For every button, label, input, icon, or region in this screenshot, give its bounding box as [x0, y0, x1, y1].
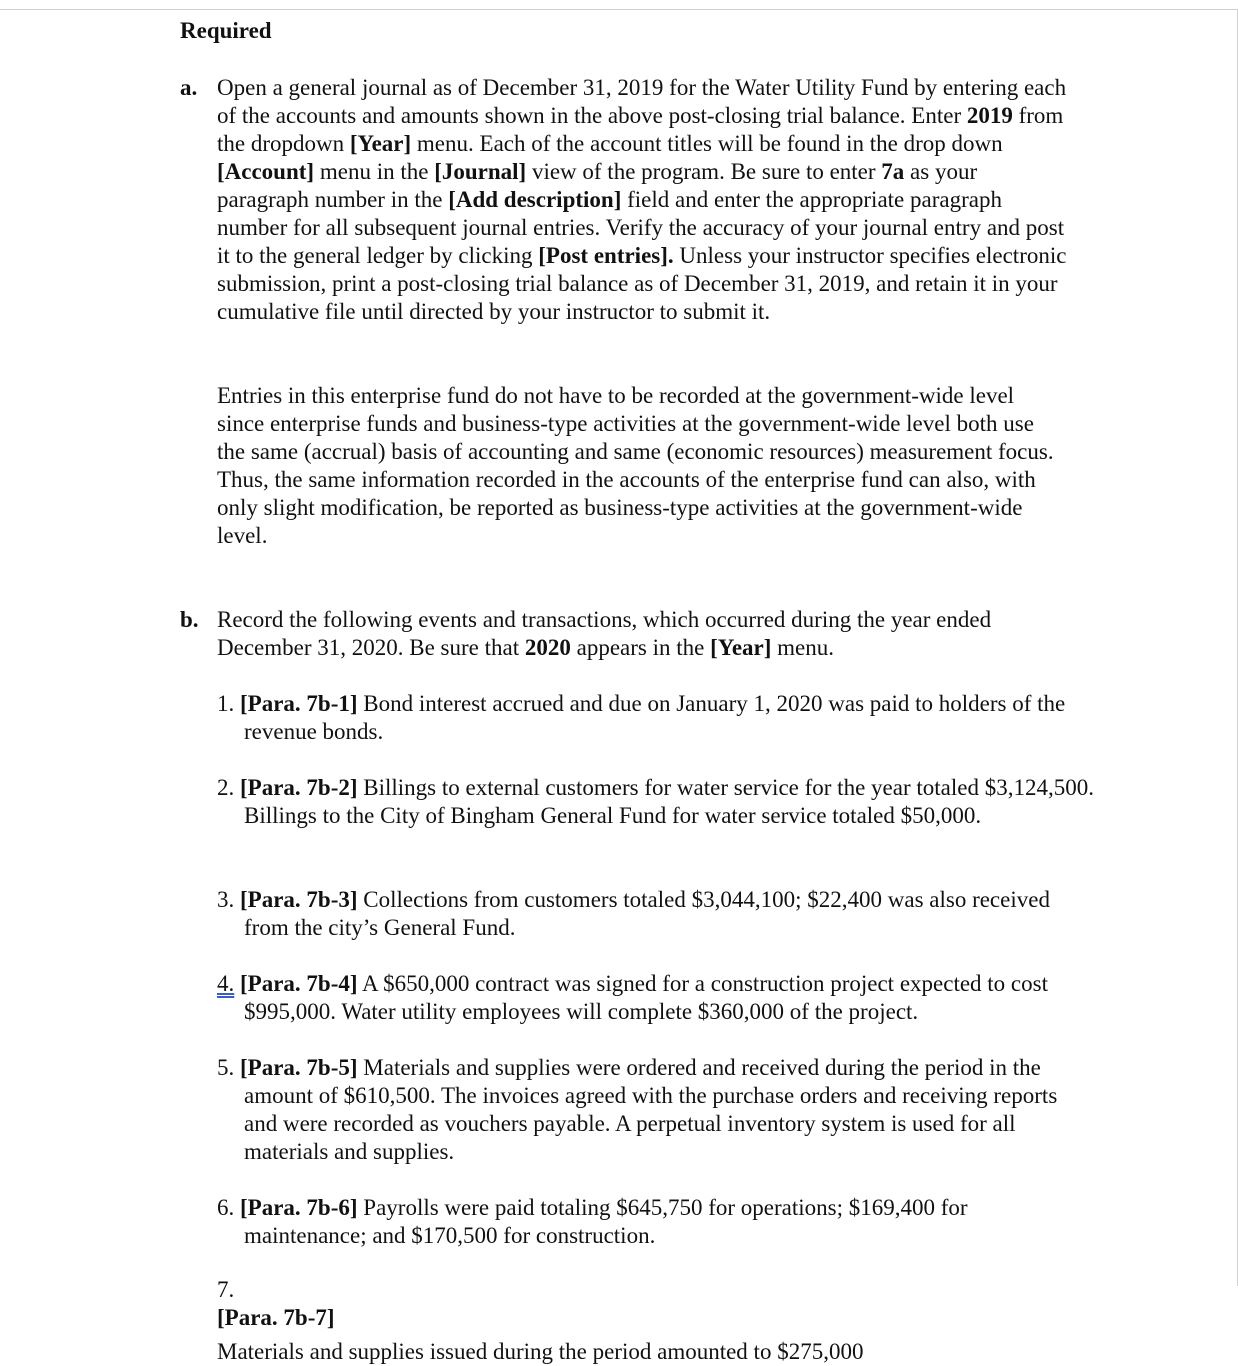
page-heading: Required: [180, 18, 272, 43]
transaction-item-6: 6. [Para. 7b-6] Payrolls were paid totaling $645,750 for operations; $169,400 for maintenance; and $170,500 for construction.: [217, 1195, 968, 1248]
transaction-item-7-cut-off: 7. [Para. 7b-7] Materials and supplies issued during the period amounted to $275,000: [217, 1277, 864, 1364]
transaction-item-5: 5. [Para. 7b-5] Materials and supplies were ordered and received during the period in the amount of $610,500. The invoices agreed with the purchase orders and receiving reports and were recorded as vouchers payable. A perpetual inventory system is used for all materials and supplies.: [217, 1055, 1058, 1164]
transaction-item-1: 1. [Para. 7b-1] Bond interest accrued and due on January 1, 2020 was paid to holders of the revenue bonds.: [217, 691, 1066, 744]
transaction-item-2: 2. [Para. 7b-2] Billings to external customers for water service for the year totaled $3,124,500. Billings to the City of Bingham General Fund for water service totaled $50,000.: [217, 775, 1094, 828]
section-b-letter: b.: [180, 607, 199, 632]
transaction-item-4: 4. [Para. 7b-4] A $650,000 contract was signed for a construction project expected to cost $995,000. Water utility employees will complete $360,000 of the project.: [217, 971, 1048, 1024]
section-a-paragraph-2: Entries in this enterprise fund do not have to be recorded at the government-wide level since enterprise funds and business-type activities at the government-wide level both use the same (accrual) basis of accounting and same (economic resources) measurement focus. Thus, the same information recorded in the accounts of the enterprise fund can also, with only slight modification, be reported as business-type activities at the government-wide level.: [217, 383, 1054, 548]
section-b-intro: Record the following events and transactions, which occurred during the year ended December 31, 2020. Be sure that 2020 appears in the [Year] menu.: [217, 607, 992, 660]
section-a-letter: a.: [180, 75, 198, 100]
transaction-item-3: 3. [Para. 7b-3] Collections from customers totaled $3,044,100; $22,400 was also received from the city’s General Fund.: [217, 887, 1050, 940]
section-a-paragraph-1: Open a general journal as of December 31, 2019 for the Water Utility Fund by entering each of the accounts and amounts shown in the above post-closing trial balance. Enter 2019 from the dropdown [Year] menu. Each of the account titles will be found in the drop down [Account] menu in the [Journal] view of the program. Be sure to enter 7a as your paragraph number in the [Add description] field and enter the appropriate paragraph number for all subsequent journal entries. Verify the accuracy of your journal entry and post it to the general ledger by clicking [Post entries]. Unless your instructor specifies electronic submission, print a post-closing trial balance as of December 31, 2019, and retain it in your cumulative file until directed by your instructor to submit it.: [217, 75, 1067, 324]
